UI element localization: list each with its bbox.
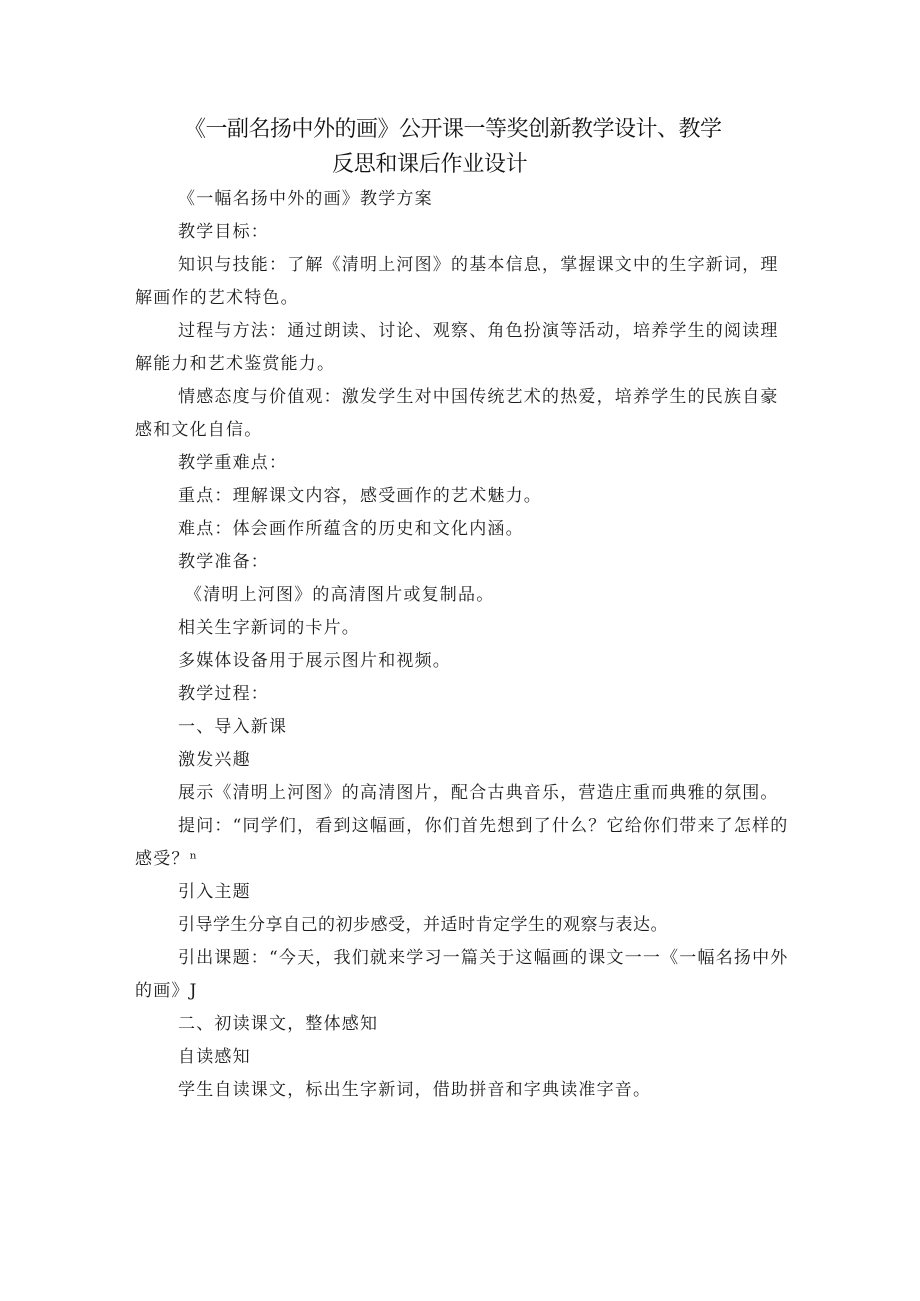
document-body (135, 183, 795, 1107)
plan-subtitle: 《一幅名扬中外的画》教学方案 (178, 189, 433, 209)
sub-heading-self-reading: 自读感知 (178, 1047, 251, 1067)
paragraph-guide-sharing: 引导学生分享自己的初步感受，并适时肯定学生的观察与表达。 (178, 915, 668, 935)
list-item-preparation-2: 相关生字新词的卡片。 (178, 618, 360, 638)
step-heading-2: 二、初读课文，整体感知 (178, 1014, 379, 1034)
section-heading-key-points: 教学重难点： (178, 453, 288, 473)
list-item-preparation-3: 多媒体设备用于展示图片和视频。 (178, 651, 451, 671)
paragraph-process-methods: 过程与方法：通过朗读、讨论、观察、角色扮演等活动，培养学生的阅读理解能力和艺术鉴赏能力。 (135, 321, 779, 374)
paragraph-question: 提问：“同学们，看到这幅画，你们首先想到了什么？它给你们带来了怎样的感受？ⁿ (135, 816, 789, 869)
paragraph-self-reading: 学生自读课文，标出生字新词，借助拼音和字典读准字音。 (178, 1080, 652, 1100)
paragraph-difficult-point: 难点：体会画作所蕴含的历史和文化内涵。 (178, 519, 524, 539)
step-heading-1: 一、导入新课 (178, 717, 288, 737)
paragraph-emotion-values: 情感态度与价值观：激发学生对中国传统艺术的热爱，培养学生的民族自豪感和文化自信。 (135, 387, 779, 440)
section-heading-objectives: 教学目标： (178, 222, 269, 242)
paragraph-introduce-lesson: 引出课题：“今天，我们就来学习一篇关于这幅画的课文一一《一幅名扬中外的画》J (135, 948, 789, 1001)
document-title (170, 112, 810, 182)
paragraph-show-image: 展示《清明上河图》的高清图片，配合古典音乐，营造庄重而典雅的氛围。 (178, 783, 779, 803)
list-item-preparation-1: 《清明上河图》的高清图片或复制品。 (185, 585, 495, 605)
sub-heading-topic: 引入主题 (178, 882, 251, 902)
title-line-1: 《一副名扬中外的画》公开课一等奖创新教学设计、教学 (184, 117, 722, 142)
sub-heading-interest: 激发兴趣 (178, 750, 251, 770)
section-heading-preparation: 教学准备： (178, 552, 269, 572)
paragraph-key-point: 重点：理解课文内容，感受画作的艺术魅力。 (178, 486, 542, 506)
section-heading-process: 教学过程： (178, 684, 269, 704)
title-line-2: 反思和课后作业设计 (332, 152, 528, 177)
paragraph-knowledge-skills: 知识与技能：了解《清明上河图》的基本信息，掌握课文中的生字新词，理解画作的艺术特色。 (135, 255, 779, 308)
